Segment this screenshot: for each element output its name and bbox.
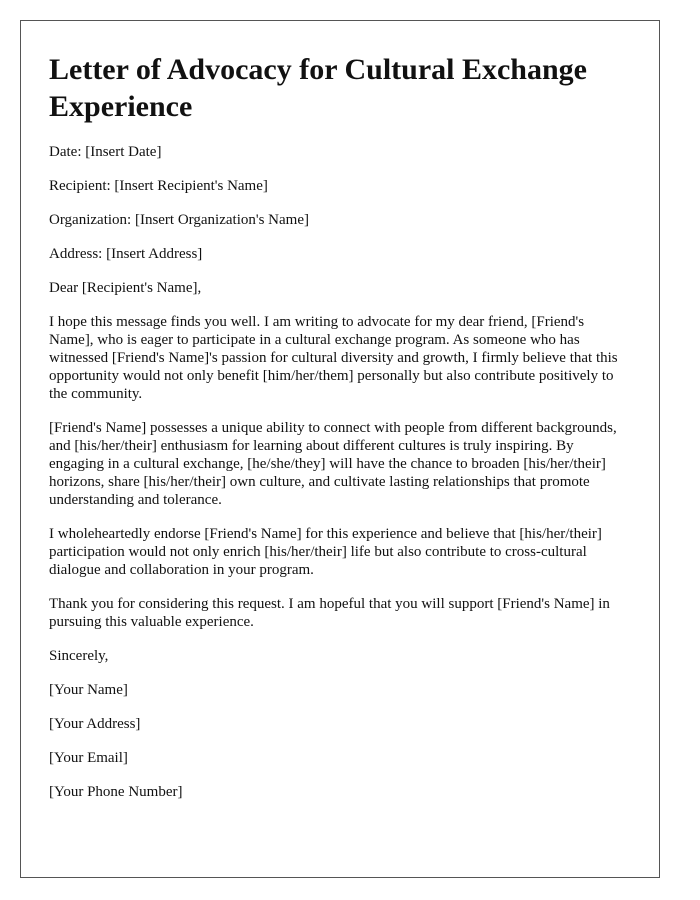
- body-paragraph-3: I wholeheartedly endorse [Friend's Name] for this experience and believe that [his/her/their] participation would not only enrich [his/her/their] life but also contribute to cross-cultural dialogue and collaboration in your program.: [49, 526, 602, 578]
- signature-name: [Your Name]: [49, 682, 128, 698]
- recipient-line: Recipient: [Insert Recipient's Name]: [49, 178, 268, 194]
- body-paragraph-1: I hope this message finds you well. I am writing to advocate for my dear friend, [Friend's Name], who is eager to participate in a cultural exchange program. As someone who has witnessed [Friend's Name]'s passion for cultural diversity and growth, I firmly believe that this opportunity would not only benefit [him/her/them] personally but also contribute positively to the community.: [49, 314, 618, 402]
- signature-address: [Your Address]: [49, 716, 141, 732]
- date-line: Date: [Insert Date]: [49, 144, 162, 160]
- letter-title: Letter of Advocacy for Cultural Exchange Experience: [49, 53, 587, 123]
- signature-email: [Your Email]: [49, 750, 128, 766]
- closing: Sincerely,: [49, 648, 109, 664]
- signature-phone: [Your Phone Number]: [49, 784, 183, 800]
- body-paragraph-2: [Friend's Name] possesses a unique ability to connect with people from different backgrounds, and [his/her/their] enthusiasm for learning about different cultures is truly inspiring. By engaging in a cultural exchange, [he/she/they] will have the chance to broaden [his/her/their] horizons, share [his/her/their] own culture, and cultivate lasting relationships that promote understanding and tolerance.: [49, 420, 617, 508]
- letter-page: [20, 20, 660, 878]
- body-paragraph-4: Thank you for considering this request. I am hopeful that you will support [Friend's Name] in pursuing this valuable experience.: [49, 596, 610, 630]
- organization-line: Organization: [Insert Organization's Name]: [49, 212, 309, 228]
- address-line: Address: [Insert Address]: [49, 246, 203, 262]
- salutation: Dear [Recipient's Name],: [49, 280, 202, 296]
